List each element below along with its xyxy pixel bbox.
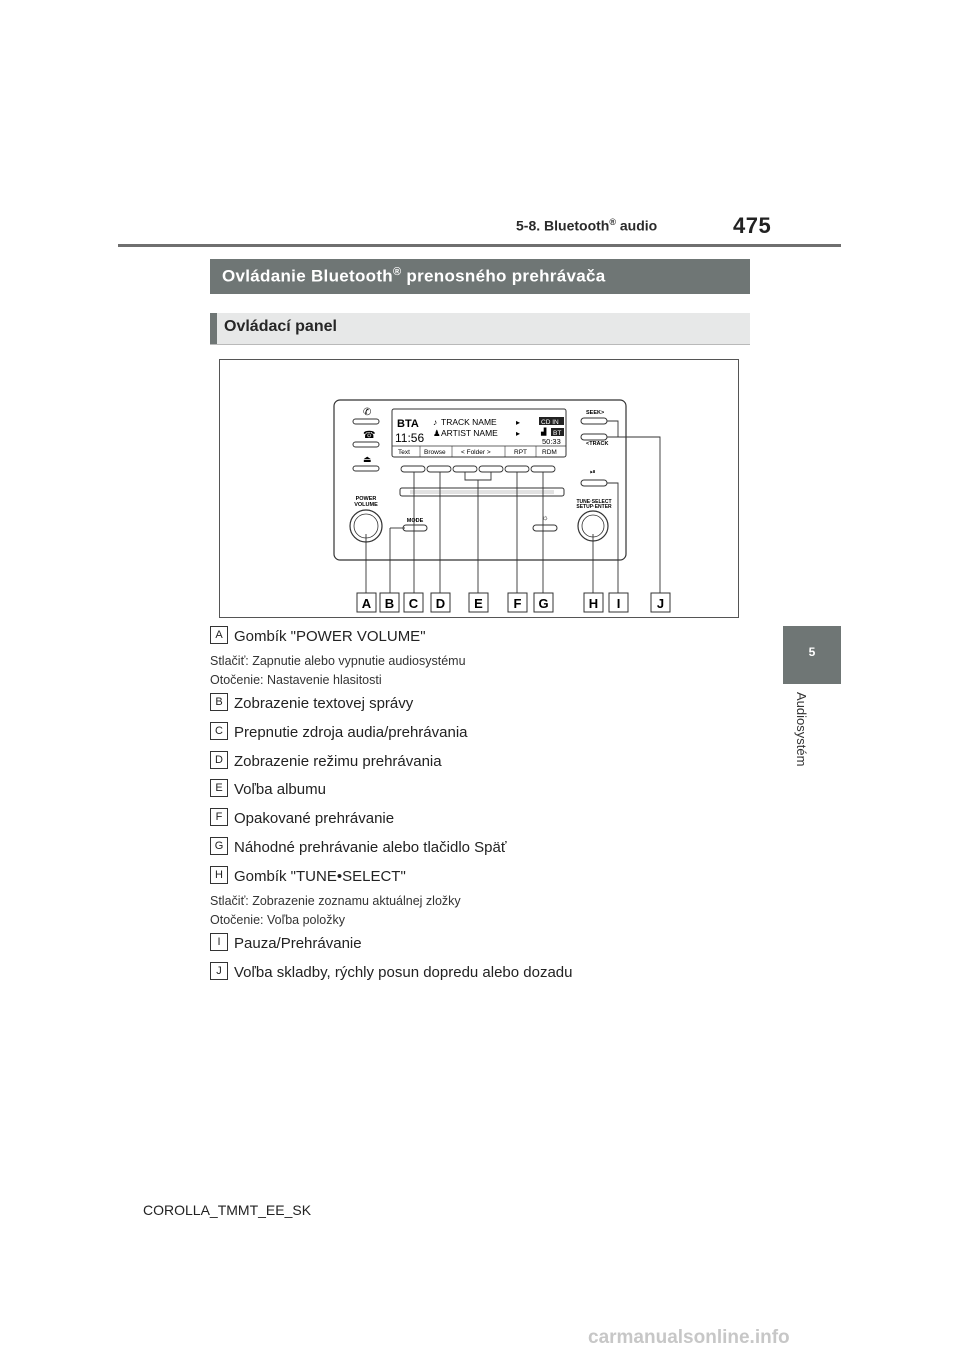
screen-badge-cd: CD IN bbox=[541, 419, 559, 426]
phone-pickup-icon: ✆ bbox=[363, 407, 372, 418]
page-number: 475 bbox=[733, 213, 772, 238]
phone-hangup-icon: ☎ bbox=[363, 430, 376, 441]
control-panel-illustration bbox=[220, 360, 738, 617]
callout-f: F bbox=[513, 596, 522, 611]
callout-b: B bbox=[384, 596, 395, 611]
seek-label: SEEK> bbox=[586, 410, 605, 416]
list-item: H Gombík "TUNE•SELECT" bbox=[210, 868, 406, 886]
person-icon: ♟ bbox=[433, 428, 441, 438]
track-label: <TRACK bbox=[586, 441, 609, 447]
chapter-name: Audiosystém bbox=[794, 692, 809, 767]
list-item: I Pauza/Prehrávanie bbox=[210, 935, 362, 953]
footer-code: COROLLA_TMMT_EE_SK bbox=[143, 1202, 312, 1218]
sub-title: Ovládací panel bbox=[224, 318, 337, 335]
header-rule bbox=[118, 244, 841, 247]
list-item: A Gombík "POWER VOLUME" bbox=[210, 628, 426, 646]
note-a-press: Stlačiť: Zapnutie alebo vypnutie audiosystému bbox=[210, 654, 466, 668]
softkey-browse: Browse bbox=[424, 449, 446, 456]
callout-i: I bbox=[616, 596, 621, 611]
power-label: POWER bbox=[355, 496, 377, 502]
control-panel-figure bbox=[219, 359, 739, 618]
screen-source: BTA bbox=[397, 418, 419, 430]
play-arrow-icon: ▸ bbox=[516, 429, 521, 438]
softkey-folder: < Folder > bbox=[461, 449, 491, 456]
note-h-press: Stlačiť: Zobrazenie zoznamu aktuálnej zložky bbox=[210, 894, 461, 908]
callout-a: A bbox=[361, 596, 372, 611]
note-a-turn: Otočenie: Nastavenie hlasitosti bbox=[210, 673, 382, 687]
callout-g: G bbox=[538, 596, 549, 611]
section-header: 5-8. Bluetooth® audio bbox=[516, 217, 658, 234]
list-item: G Náhodné prehrávanie alebo tlačidlo Späť bbox=[210, 839, 506, 857]
dimmer-icon: ☼ bbox=[541, 513, 549, 522]
music-note-icon: ♪ bbox=[433, 417, 438, 427]
screen-artist: ARTIST NAME bbox=[441, 428, 498, 438]
screen-elapsed: 50:33 bbox=[542, 437, 561, 446]
callout-e: E bbox=[474, 596, 483, 611]
setup-enter-label: SETUP·ENTER bbox=[576, 504, 612, 510]
softkey-rpt: RPT bbox=[514, 449, 527, 456]
main-title: Ovládanie Bluetooth® prenosného prehrávača bbox=[222, 266, 606, 286]
list-item: F Opakované prehrávanie bbox=[210, 810, 394, 828]
callout-c: C bbox=[408, 596, 419, 611]
tune-select-label: TUNE·SELECT bbox=[576, 499, 612, 505]
mode-label: MODE bbox=[406, 518, 424, 524]
callout-h: H bbox=[588, 596, 599, 611]
eject-icon: ⏏ bbox=[363, 454, 372, 464]
screen-time: 11:56 bbox=[395, 431, 425, 445]
watermark: carmanualsonline.info bbox=[588, 1327, 790, 1348]
list-item: D Zobrazenie režimu prehrávania bbox=[210, 753, 442, 771]
play-pause-icon: ⏯ bbox=[590, 469, 596, 476]
sub-title-accent bbox=[210, 313, 217, 344]
note-h-turn: Otočenie: Voľba položky bbox=[210, 913, 345, 927]
softkey-text: Text bbox=[398, 449, 410, 456]
screen-track: TRACK NAME bbox=[441, 417, 497, 427]
list-item: J Voľba skladby, rýchly posun dopredu alebo dozadu bbox=[210, 964, 573, 982]
list-item: E Voľba albumu bbox=[210, 781, 326, 799]
signal-icon: ▟ bbox=[541, 429, 547, 436]
softkey-rdm: RDM bbox=[542, 449, 557, 456]
play-arrow-icon: ▸ bbox=[516, 418, 521, 427]
callout-d: D bbox=[435, 596, 446, 611]
callout-j: J bbox=[656, 596, 665, 611]
list-item: C Prepnutie zdroja audia/prehrávania bbox=[210, 724, 468, 742]
list-item: B Zobrazenie textovej správy bbox=[210, 695, 413, 713]
screen-badge-bt: BT bbox=[553, 430, 562, 437]
volume-label: VOLUME bbox=[354, 502, 378, 508]
chapter-number: 5 bbox=[808, 645, 816, 659]
